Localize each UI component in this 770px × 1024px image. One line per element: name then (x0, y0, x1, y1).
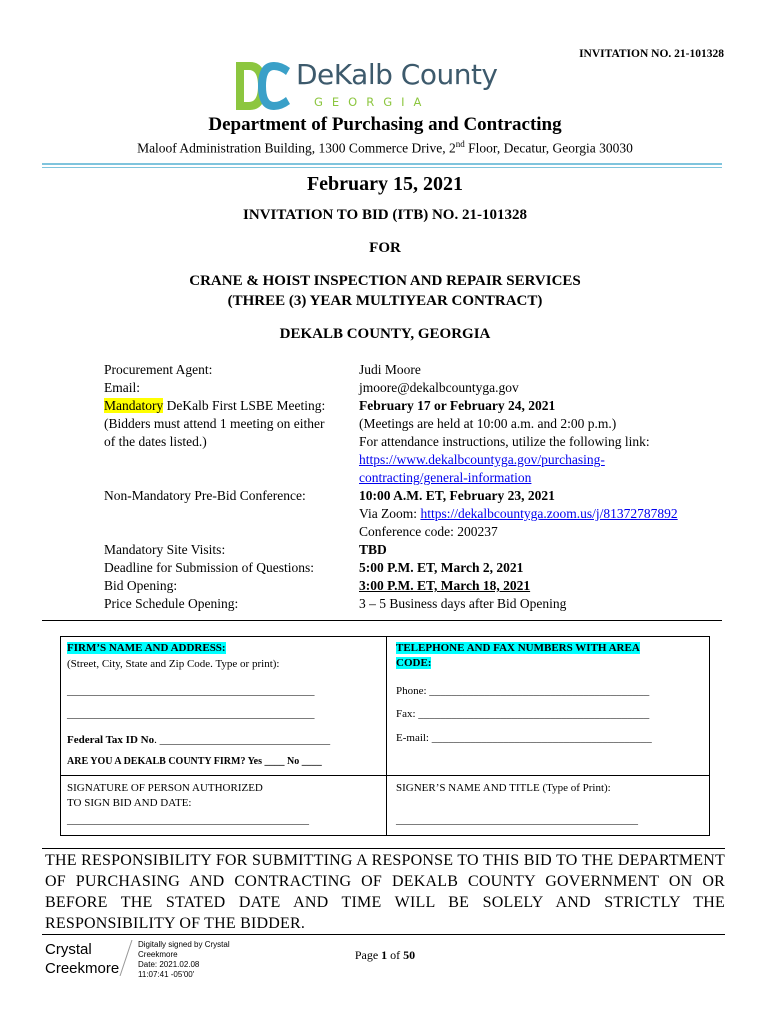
zoom-line: Via Zoom: https://dekalbcountyga.zoom.us/j/81372787892 (359, 506, 678, 521)
dc-logo-mark-icon (236, 60, 292, 112)
notice-rule-top (42, 848, 725, 849)
signature-field[interactable]: ____________________________________________ (67, 814, 309, 826)
for-label: FOR (369, 240, 401, 256)
signer-field[interactable]: ____________________________________________ (396, 814, 638, 826)
lsbe-note-2: of the dates listed.) (104, 434, 207, 449)
page-number: Page 1 of 50 (354, 948, 416, 962)
agent-label: Procurement Agent: (104, 362, 213, 377)
bid-opening-value: 3:00 P.M. ET, March 18, 2021 (359, 578, 531, 593)
bid-opening-label: Bid Opening: (104, 578, 178, 593)
department-address: Maloof Administration Building, 1300 Commerce Drive, 2nd Floor, Decatur, Georgia 30030 (137, 139, 633, 156)
firm-address-line-2[interactable]: _____________________________________________ (67, 708, 315, 720)
email-field[interactable]: E-mail: ________________________________________ (396, 732, 652, 744)
telephone-heading: TELEPHONE AND FAX NUMBERS WITH AREA (396, 642, 640, 654)
logo-subtext: GEORGIA (314, 95, 431, 109)
zoom-link[interactable]: https://dekalbcountyga.zoom.us/j/81372787892 (420, 506, 678, 521)
purchasing-link[interactable]: https://www.dekalbcountyga.gov/purchasing- (359, 452, 605, 467)
signer-label: SIGNER’S NAME AND TITLE (Type of Print): (396, 782, 611, 794)
phone-field[interactable]: Phone: ________________________________________ (396, 685, 650, 697)
invitation-number: INVITATION NO. 21-101328 (579, 48, 724, 60)
responsibility-notice: THE RESPONSIBILITY FOR SUBMITTING A RESPONSE TO THIS BID TO THE DEPARTMENT OF PURCHASING AND CONTRACTING OF DEKALB COUNTY GOVERNMENT ON OR BEFORE THE STATED DATE AND TIME WILL BE SOLELY AND STRICTLY THE RESPONSIBILITY OF THE BIDDER. (45, 852, 725, 932)
firm-address-line-1[interactable]: _____________________________________________ (67, 685, 315, 697)
site-visits-value: TBD (359, 542, 387, 557)
bid-subtitle: (THREE (3) YEAR MULTIYEAR CONTRACT) (227, 293, 543, 309)
fax-field[interactable]: Fax: __________________________________________ (396, 708, 650, 720)
digital-signature-name: Crystal Creekmore (45, 941, 120, 977)
logo-text: DeKalb County (296, 58, 498, 91)
price-opening-label: Price Schedule Opening: (104, 596, 239, 611)
tax-id-field[interactable]: Federal Tax ID No. _______________________________ (67, 734, 331, 746)
signature-label-2: TO SIGN BID AND DATE: (67, 797, 192, 809)
lsbe-label: Mandatory DeKalb First LSBE Meeting: (104, 398, 326, 413)
form-column-divider (386, 636, 387, 836)
digital-signature-details: Digitally signed by Crystal Creekmore Date: 2021.02.08 11:07:41 -05'00' (138, 940, 230, 979)
email-label: Email: (104, 380, 140, 395)
section-divider (42, 620, 722, 621)
purchasing-link-cont[interactable]: contracting/general-information (359, 470, 532, 485)
form-row-rule-right (386, 775, 710, 776)
meeting-times: (Meetings are held at 10:00 a.m. and 2:00 p.m.) (359, 416, 617, 431)
agent-value: Judi Moore (359, 362, 421, 377)
signature-label: SIGNATURE OF PERSON AUTHORIZED (67, 782, 263, 794)
lsbe-dates: February 17 or February 24, 2021 (359, 398, 556, 413)
lsbe-note: (Bidders must attend 1 meeting on either (104, 416, 325, 431)
form-row-rule-left (60, 775, 386, 776)
notice-rule-bottom (42, 934, 725, 935)
bid-title: CRANE & HOIST INSPECTION AND REPAIR SERVICES (189, 273, 581, 289)
site-visits-label: Mandatory Site Visits: (104, 542, 226, 557)
county-line: DEKALB COUNTY, GEORGIA (279, 326, 491, 342)
email-value[interactable]: jmoore@dekalbcountyga.gov (359, 380, 519, 395)
dekalb-county-logo (236, 60, 536, 112)
price-opening-value: 3 – 5 Business days after Bid Opening (359, 596, 567, 611)
dekalb-firm-question[interactable]: ARE YOU A DEKALB COUNTY FIRM? Yes ____ No ____ (67, 756, 322, 767)
header-rule-thin (42, 167, 722, 168)
questions-label: Deadline for Submission of Questions: (104, 560, 314, 575)
prebid-label: Non-Mandatory Pre-Bid Conference: (104, 488, 306, 503)
issue-date: February 15, 2021 (306, 173, 464, 195)
telephone-heading-2: CODE: (396, 657, 432, 669)
firm-heading: FIRM’S NAME AND ADDRESS: (67, 642, 226, 654)
firm-subheading: (Street, City, State and Zip Code. Type or print): (67, 658, 280, 670)
attendance-instructions: For attendance instructions, utilize the following link: (359, 434, 650, 449)
questions-deadline: 5:00 P.M. ET, March 2, 2021 (359, 560, 524, 575)
itb-number: INVITATION TO BID (ITB) NO. 21-101328 (243, 207, 527, 223)
department-title: Department of Purchasing and Contracting (208, 114, 562, 135)
conference-code: Conference code: 200237 (359, 524, 498, 539)
header-rule (42, 163, 722, 165)
prebid-value: 10:00 A.M. ET, February 23, 2021 (359, 488, 555, 503)
